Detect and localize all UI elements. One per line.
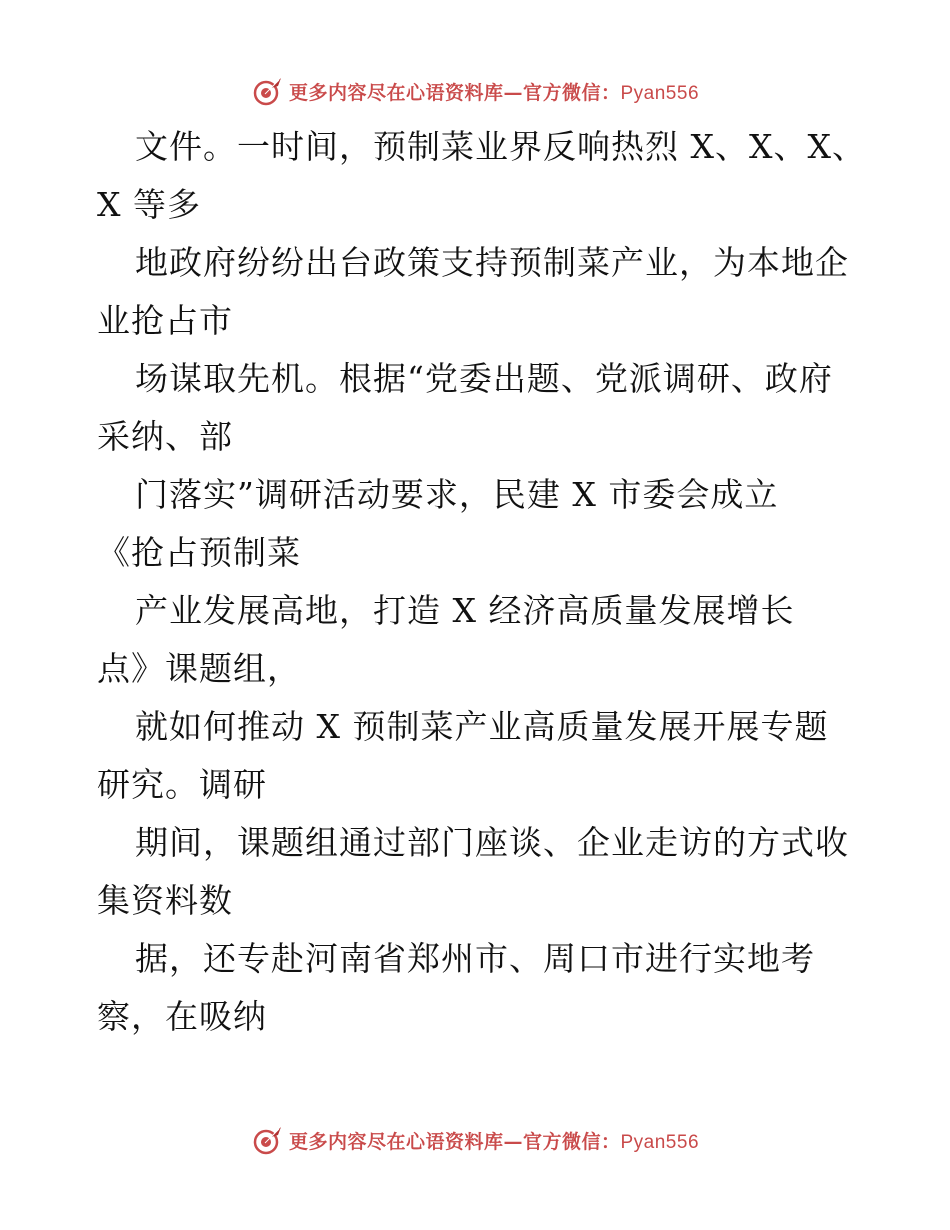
body-line: 《抢占预制菜 [97, 533, 301, 572]
watermark-text: 更多内容尽在心语资料库—官方微信：Pyan556 [288, 81, 700, 104]
body-line: X 等多 [97, 185, 201, 224]
feather-seal-icon [251, 1123, 285, 1157]
body-line: 场谋取先机。根据“党委出题、党派调研、政府 [135, 359, 833, 398]
body-line: 采纳、部 [97, 417, 233, 456]
body-line: 研究。调研 [97, 765, 267, 804]
header-watermark [0, 71, 950, 111]
body-line: 点》课题组， [97, 649, 301, 688]
body-line: 集资料数 [97, 881, 233, 920]
body-line: 据，还专赴河南省郑州市、周口市进行实地考 [135, 939, 815, 978]
body-line: 门落实”调研活动要求，民建 X 市委会成立 [135, 475, 779, 514]
feather-seal-icon [251, 74, 285, 108]
document-body [97, 118, 866, 1046]
body-line: 就如何推动 X 预制菜产业高质量发展开展专题 [135, 707, 829, 746]
body-line: 业抢占市 [97, 301, 233, 340]
body-line: 产业发展高地，打造 X 经济高质量发展增长 [135, 591, 795, 630]
watermark-brand: Pyan556 [620, 1131, 700, 1153]
watermark-brand: Pyan556 [620, 82, 700, 104]
watermark-text: 更多内容尽在心语资料库—官方微信：Pyan556 [288, 1130, 700, 1153]
body-line: 期间，课题组通过部门座谈、企业走访的方式收 [135, 823, 849, 862]
footer-watermark [0, 1120, 950, 1160]
body-line: 地政府纷纷出台政策支持预制菜产业，为本地企 [135, 243, 849, 282]
body-line: 察，在吸纳 [97, 997, 267, 1036]
body-line: 文件。一时间，预制菜业界反响热烈 X、X、X、 [135, 127, 866, 166]
